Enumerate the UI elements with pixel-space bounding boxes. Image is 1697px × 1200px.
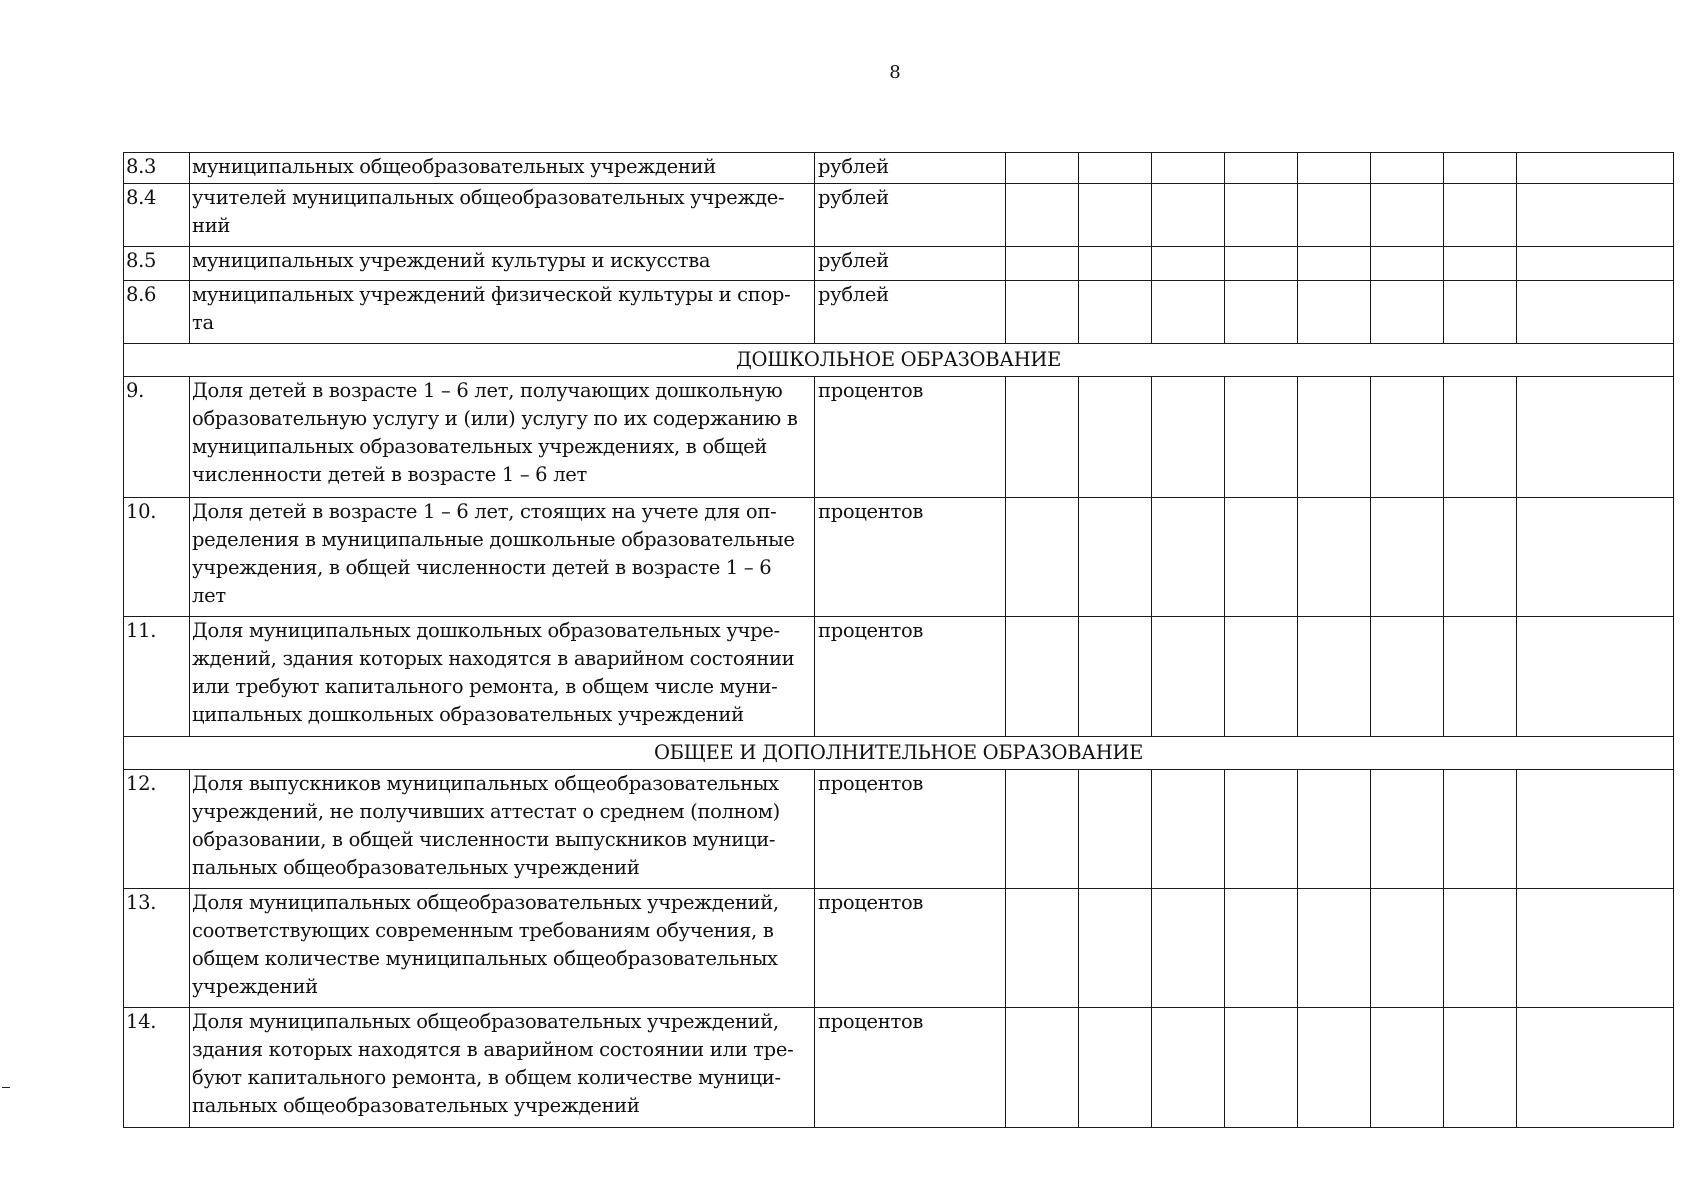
- value-cell: [1298, 770, 1371, 889]
- value-cell: [1371, 377, 1444, 498]
- row-number: 8.6: [124, 281, 190, 344]
- value-cell: [1006, 770, 1079, 889]
- value-cell: [1152, 617, 1225, 737]
- value-cell: [1006, 184, 1079, 247]
- value-cell: [1006, 498, 1079, 617]
- indicator-name: муниципальных учреждений физической культуры и спор-та: [190, 281, 815, 344]
- value-cell: [1079, 184, 1152, 247]
- unit-cell: рублей: [815, 281, 1006, 344]
- indicator-name: Доля выпускников муниципальных общеобразовательных учреждений, не получивших аттестат о среднем (полном) образовании, в общей численности выпускников муници-пальных общеобразовательных учреждений: [190, 770, 815, 889]
- value-cell: [1371, 617, 1444, 737]
- value-cell: [1225, 617, 1298, 737]
- value-cell: [1079, 247, 1152, 281]
- unit-cell: процентов: [815, 498, 1006, 617]
- row-number: 8.3: [124, 153, 190, 184]
- value-cell: [1006, 889, 1079, 1008]
- value-cell: [1517, 617, 1674, 737]
- value-cell: [1006, 281, 1079, 344]
- value-cell: [1517, 377, 1674, 498]
- row-number: 9.: [124, 377, 190, 498]
- value-cell: [1298, 1008, 1371, 1128]
- value-cell: [1152, 184, 1225, 247]
- value-cell: [1225, 498, 1298, 617]
- row-number: 12.: [124, 770, 190, 889]
- value-cell: [1152, 498, 1225, 617]
- value-cell: [1444, 617, 1517, 737]
- value-cell: [1298, 377, 1371, 498]
- value-cell: [1152, 1008, 1225, 1128]
- value-cell: [1517, 247, 1674, 281]
- section-row: [124, 737, 1674, 770]
- value-cell: [1444, 377, 1517, 498]
- indicators-table: [123, 152, 1674, 1128]
- unit-cell: процентов: [815, 1008, 1006, 1128]
- section-row: [124, 344, 1674, 377]
- value-cell: [1444, 889, 1517, 1008]
- value-cell: [1152, 770, 1225, 889]
- value-cell: [1298, 889, 1371, 1008]
- row-number: 8.5: [124, 247, 190, 281]
- table-row: [124, 770, 1674, 889]
- value-cell: [1079, 770, 1152, 889]
- table-row: [124, 1008, 1674, 1128]
- indicator-name: муниципальных учреждений культуры и искусства: [190, 247, 815, 281]
- value-cell: [1517, 770, 1674, 889]
- value-cell: [1225, 247, 1298, 281]
- value-cell: [1152, 247, 1225, 281]
- value-cell: [1079, 377, 1152, 498]
- value-cell: [1152, 153, 1225, 184]
- value-cell: [1006, 247, 1079, 281]
- section-heading: ОБЩЕЕ И ДОПОЛНИТЕЛЬНОЕ ОБРАЗОВАНИЕ: [124, 737, 1674, 770]
- value-cell: [1152, 377, 1225, 498]
- value-cell: [1225, 377, 1298, 498]
- row-number: 13.: [124, 889, 190, 1008]
- value-cell: [1079, 281, 1152, 344]
- value-cell: [1225, 1008, 1298, 1128]
- value-cell: [1444, 770, 1517, 889]
- value-cell: [1298, 153, 1371, 184]
- value-cell: [1444, 153, 1517, 184]
- indicator-name: учителей муниципальных общеобразовательных учрежде-ний: [190, 184, 815, 247]
- value-cell: [1298, 617, 1371, 737]
- indicator-name: муниципальных общеобразовательных учреждений: [190, 153, 815, 184]
- table-row: [124, 153, 1674, 184]
- value-cell: [1079, 889, 1152, 1008]
- value-cell: [1517, 281, 1674, 344]
- value-cell: [1225, 889, 1298, 1008]
- value-cell: [1225, 281, 1298, 344]
- row-number: 8.4: [124, 184, 190, 247]
- value-cell: [1444, 281, 1517, 344]
- value-cell: [1444, 498, 1517, 617]
- table-row: [124, 377, 1674, 498]
- value-cell: [1517, 889, 1674, 1008]
- page-number: 8: [889, 62, 901, 83]
- value-cell: [1225, 184, 1298, 247]
- value-cell: [1444, 184, 1517, 247]
- unit-cell: рублей: [815, 184, 1006, 247]
- value-cell: [1371, 498, 1444, 617]
- value-cell: [1517, 498, 1674, 617]
- value-cell: [1371, 247, 1444, 281]
- value-cell: [1225, 153, 1298, 184]
- value-cell: [1371, 770, 1444, 889]
- value-cell: [1517, 153, 1674, 184]
- row-number: 11.: [124, 617, 190, 737]
- indicator-name: Доля муниципальных общеобразовательных учреждений, соответствующих современным требованиям обучения, в общем количестве муниципальных общеобразовательных учреждений: [190, 889, 815, 1008]
- unit-cell: процентов: [815, 770, 1006, 889]
- value-cell: [1079, 498, 1152, 617]
- value-cell: [1371, 281, 1444, 344]
- value-cell: [1371, 1008, 1444, 1128]
- value-cell: [1517, 1008, 1674, 1128]
- value-cell: [1371, 184, 1444, 247]
- value-cell: [1298, 184, 1371, 247]
- indicator-name: Доля детей в возрасте 1 – 6 лет, получающих дошкольную образовательную услугу и (или) услугу по их содержанию в муниципальных образовательных учреждениях, в общей численности детей в возрасте 1 – 6 лет: [190, 377, 815, 498]
- value-cell: [1152, 889, 1225, 1008]
- value-cell: [1298, 498, 1371, 617]
- value-cell: [1225, 770, 1298, 889]
- value-cell: [1079, 617, 1152, 737]
- indicator-name: Доля муниципальных общеобразовательных учреждений, здания которых находятся в аварийном состоянии или тре-буют капитального ремонта, в общем количестве муници-пальных общеобразовательных учреждений: [190, 1008, 815, 1128]
- value-cell: [1371, 153, 1444, 184]
- unit-cell: рублей: [815, 153, 1006, 184]
- unit-cell: рублей: [815, 247, 1006, 281]
- value-cell: [1006, 617, 1079, 737]
- value-cell: [1079, 153, 1152, 184]
- value-cell: [1006, 377, 1079, 498]
- indicator-name: Доля муниципальных дошкольных образовательных учре-ждений, здания которых находятся в аварийном состоянии или требуют капитального ремонта, в общем числе муни-ципальных дошкольных образовательных учреждений: [190, 617, 815, 737]
- table-row: [124, 184, 1674, 247]
- table-row: [124, 281, 1674, 344]
- margin-mark: [2, 1087, 10, 1088]
- value-cell: [1006, 153, 1079, 184]
- table-row: [124, 617, 1674, 737]
- row-number: 10.: [124, 498, 190, 617]
- value-cell: [1298, 247, 1371, 281]
- unit-cell: процентов: [815, 377, 1006, 498]
- value-cell: [1444, 1008, 1517, 1128]
- value-cell: [1152, 281, 1225, 344]
- table-row: [124, 889, 1674, 1008]
- table-row: [124, 498, 1674, 617]
- value-cell: [1298, 281, 1371, 344]
- unit-cell: процентов: [815, 889, 1006, 1008]
- unit-cell: процентов: [815, 617, 1006, 737]
- indicator-name: Доля детей в возрасте 1 – 6 лет, стоящих на учете для оп-ределения в муниципальные дошкольные образовательные учреждения, в общей численности детей в возрасте 1 – 6 лет: [190, 498, 815, 617]
- table-row: [124, 247, 1674, 281]
- value-cell: [1444, 247, 1517, 281]
- row-number: 14.: [124, 1008, 190, 1128]
- value-cell: [1006, 1008, 1079, 1128]
- value-cell: [1371, 889, 1444, 1008]
- value-cell: [1079, 1008, 1152, 1128]
- section-heading: ДОШКОЛЬНОЕ ОБРАЗОВАНИЕ: [124, 344, 1674, 377]
- value-cell: [1517, 184, 1674, 247]
